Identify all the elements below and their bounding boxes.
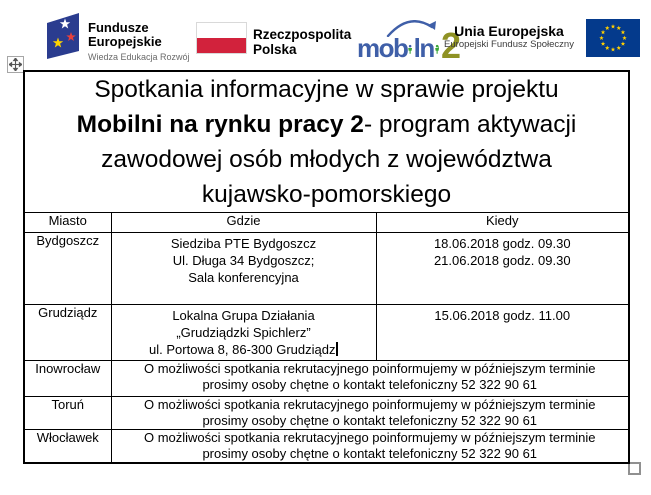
mobilni-arc-icon xyxy=(385,20,443,37)
header-gdzie[interactable]: Gdzie xyxy=(111,213,376,233)
poland-label-line1: Rzeczpospolita xyxy=(253,27,352,42)
poland-label-line2: Polska xyxy=(253,42,297,57)
fundusze-europejskie-logo xyxy=(45,12,190,63)
note-line: O możliwości spotkania rekrutacyjnego poinformujemy w późniejszym terminie xyxy=(143,430,596,445)
title-line xyxy=(25,107,628,142)
fe-logo-text: Europejskie xyxy=(88,34,162,49)
meetings-table xyxy=(23,70,630,464)
title-line: Spotkania informacyjne w sprawie projektu xyxy=(94,76,559,103)
table-header-row xyxy=(24,213,629,233)
where-cell-grudziadz[interactable] xyxy=(111,305,376,361)
eu-label xyxy=(438,23,580,50)
title-line: kujawsko-pomorskiego xyxy=(201,181,452,208)
note-line: prosimy osoby chętne o kontakt telefoniczny 52 322 90 61 xyxy=(202,445,538,461)
table-row xyxy=(24,305,629,361)
where-line: Lokalna Grupa Działania xyxy=(172,308,315,323)
eu-flag-icon xyxy=(586,19,640,57)
city-cell-bydgoszcz[interactable]: Bydgoszcz xyxy=(24,233,111,305)
note-line: prosimy osoby chętne o kontakt telefoniczny 52 322 90 61 xyxy=(202,412,538,428)
table-move-handle[interactable] xyxy=(7,56,24,73)
where-line: „Grudziądzki Spichlerz” xyxy=(176,325,311,340)
city-cell-wloclawek[interactable]: Włocławek xyxy=(24,430,111,463)
table-row xyxy=(24,397,629,430)
eu-label-line1: Unia Europejska xyxy=(454,23,564,39)
text-cursor xyxy=(336,342,338,356)
note-line: O możliwości spotkania rekrutacyjnego poinformujemy w późniejszym terminie xyxy=(143,361,596,376)
note-line: O możliwości spotkania rekrutacyjnego poinformujemy w późniejszym terminie xyxy=(143,397,596,412)
poland-flag-icon xyxy=(196,22,247,54)
mobilni-logo-number: 2 xyxy=(440,25,461,66)
note-cell-torun[interactable] xyxy=(111,397,629,430)
move-arrows-icon xyxy=(9,58,22,71)
where-line: Sala konferencyjna xyxy=(188,270,299,285)
person-icon xyxy=(408,38,412,61)
table-row xyxy=(24,233,629,305)
table-row xyxy=(24,361,629,397)
when-cell-grudziadz[interactable] xyxy=(376,305,629,361)
header-kiedy[interactable]: Kiedy xyxy=(376,213,629,233)
poland-label xyxy=(253,27,351,57)
note-cell-wloclawek[interactable] xyxy=(111,430,629,463)
fe-logo-text: Fundusze xyxy=(88,20,149,35)
eu-label-line2: Europejski Fundusz Społeczny xyxy=(444,39,574,50)
title-bold-part: Mobilni na rynku pracy 2 xyxy=(76,111,364,138)
where-line xyxy=(112,341,376,358)
table-row xyxy=(24,430,629,463)
table-resize-handle[interactable] xyxy=(628,462,641,475)
where-cell-bydgoszcz[interactable] xyxy=(111,233,376,305)
when-line: 21.06.2018 godz. 09.30 xyxy=(433,253,571,268)
header-miasto[interactable]: Miasto xyxy=(24,213,111,233)
when-cell-bydgoszcz[interactable] xyxy=(376,233,629,305)
note-line: prosimy osoby chętne o kontakt telefoniczny 52 322 90 61 xyxy=(202,376,538,392)
when-line: 18.06.2018 godz. 09.30 xyxy=(433,236,571,251)
title-line: zawodowej osób młodych z województwa xyxy=(101,146,552,173)
fe-flag-icon xyxy=(45,12,81,59)
when-line: 15.06.2018 godz. 11.00 xyxy=(434,308,571,323)
fe-logo-subtitle: Wiedza Edukacja Rozwój xyxy=(88,52,190,62)
city-cell-torun[interactable]: Toruń xyxy=(24,397,111,430)
where-line: Siedziba PTE Bydgoszcz xyxy=(170,236,317,251)
city-cell-grudziadz[interactable]: Grudziądz xyxy=(24,305,111,361)
document-title-cell[interactable] xyxy=(24,71,629,213)
title-regular-part: - program aktywacji xyxy=(363,111,577,138)
city-cell-inowroclaw[interactable]: Inowrocław xyxy=(24,361,111,397)
where-line-text: ul. Portowa 8, 86-300 Grudziądz xyxy=(149,342,336,357)
where-line: Ul. Długa 34 Bydgoszcz; xyxy=(172,253,315,268)
note-cell-inowroclaw[interactable] xyxy=(111,361,629,397)
mobilni-logo-text: ln xyxy=(413,33,434,63)
mobilni-logo-text: mob xyxy=(357,33,408,63)
